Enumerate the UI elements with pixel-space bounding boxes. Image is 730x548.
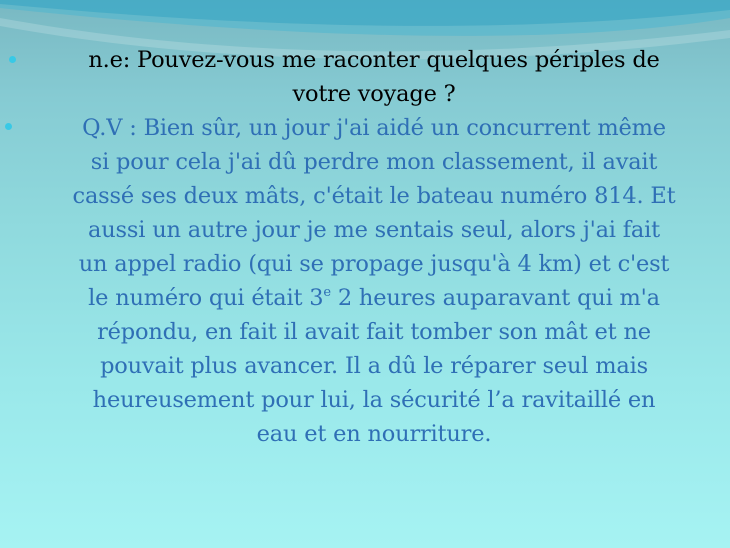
superscript-ordinal: e [323,285,331,300]
answer-line: cassé ses deux mâts, c'était le bateau numéro 814. Et [72,183,676,209]
answer-line [44,281,704,315]
answer-line: répondu, en fait il avait fait tomber son mât et ne [97,319,651,345]
answer-line: pouvait plus avancer. Il a dû le réparer seul mais [100,353,648,379]
answer-line: Q.V : Bien sûr, un jour j'ai aidé un concurrent même [82,115,666,141]
answer-line: heureusement pour lui, la sécurité l’a ravitaillé en [92,387,656,413]
question-line: n.e: Pouvez-vous me raconter quelques périples de [88,47,660,73]
slide-content [44,43,704,451]
answer-line: aussi un autre jour je me sentais seul, alors j'ai fait [88,217,660,243]
answer-item [44,111,704,451]
answer-text: 2 heures auparavant qui m'a [330,285,660,311]
answer-line: eau et en nourriture. [256,421,492,447]
answer-line: si pour cela j'ai dû perdre mon classement, il avait [90,149,658,175]
bullet-icon [9,56,16,63]
answer-line: un appel radio (qui se propage jusqu'à 4 km) et c'est [78,251,670,277]
bullet-icon [5,123,12,130]
answer-text: le numéro qui était 3 [88,285,324,311]
question-item [44,43,704,111]
question-line: votre voyage ? [292,81,456,107]
